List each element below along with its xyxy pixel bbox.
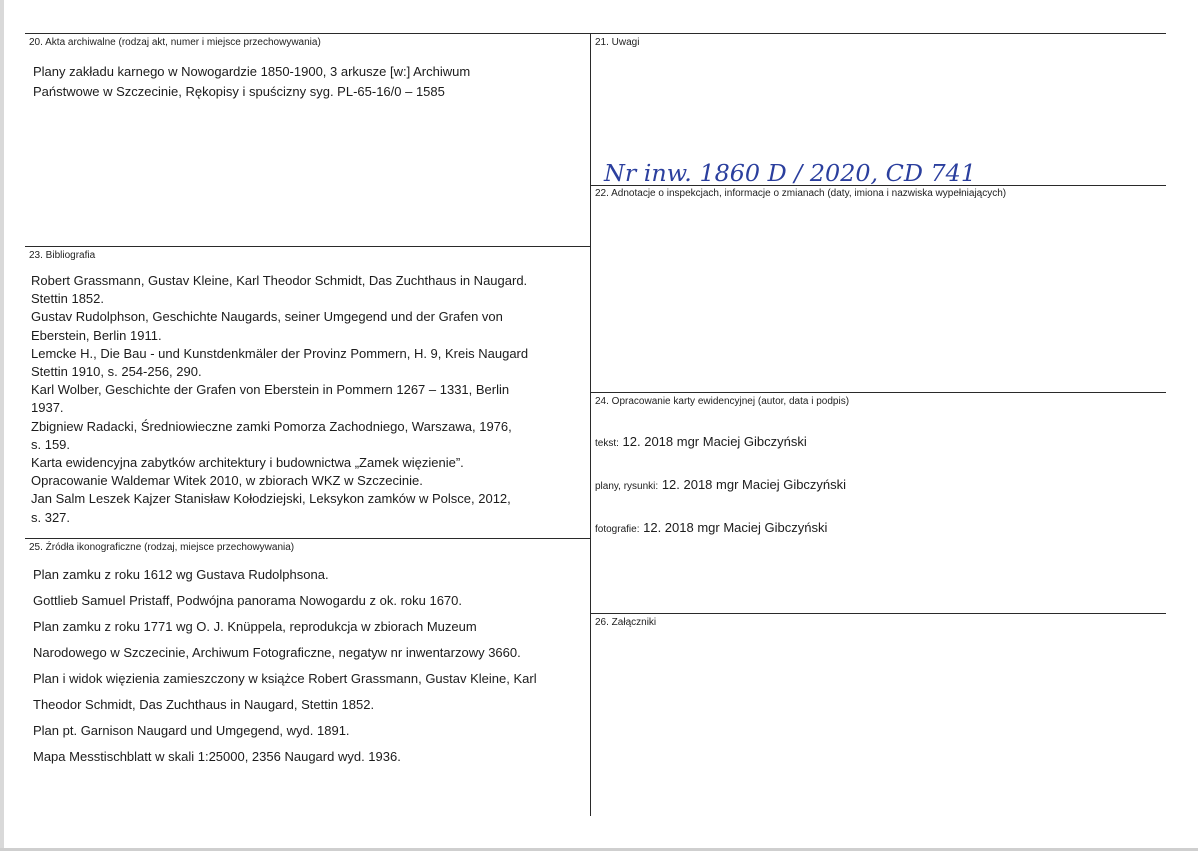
section-23-label: 23. Bibliografia: [29, 250, 96, 261]
section-25-label: 25. Źródła ikonograficzne (rodzaj, miejsce przechowywania): [29, 542, 295, 553]
bibliography-line: 1937.: [31, 400, 64, 416]
rule-top-left: [25, 33, 591, 34]
archival-line: Państwowe w Szczecinie, Rękopisy i spuścizny syg. PL-65-16/0 – 1585: [33, 84, 445, 99]
bibliography-line: Stettin 1852.: [31, 291, 104, 307]
bibliography-line: Robert Grassmann, Gustav Kleine, Karl Theodor Schmidt, Das Zuchthaus in Naugard.: [31, 273, 528, 288]
rule-bibliography: [25, 246, 591, 247]
author-entry-value: 12. 2018 mgr Maciej Gibczyński: [622, 434, 807, 449]
rule-attachments: [591, 613, 1166, 614]
iconographic-sources-list: [33, 562, 585, 770]
bibliography-line: Lemcke H., Die Bau - und Kunstdenkmäler der Provinz Pommern, H. 9, Kreis Naugard: [31, 345, 529, 361]
rule-iconography: [25, 538, 591, 539]
author-entry-photos: [595, 520, 827, 538]
author-entry-prefix: fotografie:: [595, 524, 640, 535]
iconography-line: Plan i widok więzienia zamieszczony w książce Robert Grassmann, Gustav Kleine, Karl: [33, 671, 537, 686]
section-22-label: 22. Adnotacje o inspekcjach, informacje o zmianach (daty, imiona i nazwiska wypełniających): [595, 188, 1007, 199]
rule-top-right: [591, 33, 1166, 34]
bibliography-line: Jan Salm Leszek Kajzer Stanisław Kołodziejski, Leksykon zamków w Polsce, 2012,: [31, 491, 511, 507]
author-entry-value: 12. 2018 mgr Maciej Gibczyński: [661, 477, 847, 492]
iconography-line: Plan pt. Garnison Naugard und Umgegend, wyd. 1891.: [33, 723, 350, 738]
iconography-line: Gottlieb Samuel Pristaff, Podwójna panorama Nowogardu z ok. roku 1670.: [33, 593, 462, 608]
section-26-label: 26. Załączniki: [595, 617, 657, 628]
bibliography-line: s. 159.: [31, 436, 71, 452]
iconography-line: Plan zamku z roku 1771 wg O. J. Knüppela, reprodukcja w zbiorach Muzeum: [33, 619, 477, 634]
bibliography-line: Gustav Rudolphson, Geschichte Naugards, seiner Umgegend und der Grafen von: [31, 309, 503, 325]
iconography-line: Mapa Messtischblatt w skali 1:25000, 2356 Naugard wyd. 1936.: [33, 749, 401, 764]
iconography-line: Narodowego w Szczecinie, Archiwum Fotograficzne, negatyw nr inwentarzowy 3660.: [33, 645, 521, 660]
handwritten-note-text: Nr inw. 1860 D / 2020, CD 741: [602, 161, 976, 187]
section-21-label: 21. Uwagi: [595, 37, 640, 48]
iconography-line: Plan zamku z roku 1612 wg Gustava Rudolphsona.: [33, 567, 329, 582]
rule-author: [591, 392, 1166, 393]
author-entry-text: [595, 434, 807, 452]
scan-edge-left: [0, 0, 4, 851]
archival-line: Plany zakładu karnego w Nowogardzie 1850-1900, 3 arkusze [w:] Archiwum: [33, 64, 471, 79]
iconography-line: Theodor Schmidt, Das Zuchthaus in Naugard, Stettin 1852.: [33, 697, 375, 712]
bibliography-line: Stettin 1910, s. 254-256, 290.: [31, 364, 202, 380]
author-entry-drawings: [595, 477, 846, 495]
bibliography-line: Opracowanie Waldemar Witek 2010, w zbiorach WKZ w Szczecinie.: [31, 473, 423, 489]
author-entry-value: 12. 2018 mgr Maciej Gibczyński: [643, 520, 828, 535]
author-entry-prefix: plany, rysunki:: [595, 481, 659, 492]
section-20-label: 20. Akta archiwalne (rodzaj akt, numer i miejsce przechowywania): [29, 37, 321, 48]
bibliography-line: Zbigniew Radacki, Średniowieczne zamki Pomorza Zachodniego, Warszawa, 1976,: [31, 418, 512, 434]
section-24-label: 24. Opracowanie karty ewidencyjnej (autor, data i podpis): [595, 396, 850, 407]
archival-records-text: [33, 62, 583, 102]
bibliography-line: Karl Wolber, Geschichte der Grafen von Eberstein in Pommern 1267 – 1331, Berlin: [31, 382, 510, 398]
bibliography-line: Eberstein, Berlin 1911.: [31, 327, 162, 343]
bibliography-list: [31, 272, 587, 527]
author-entry-prefix: tekst:: [595, 438, 619, 449]
column-divider: [590, 33, 591, 816]
bibliography-line: s. 327.: [31, 509, 71, 525]
bibliography-line: Karta ewidencyjna zabytków architektury i budownictwa „Zamek więzienie”.: [31, 455, 464, 471]
handwritten-inventory-note: [602, 155, 982, 191]
